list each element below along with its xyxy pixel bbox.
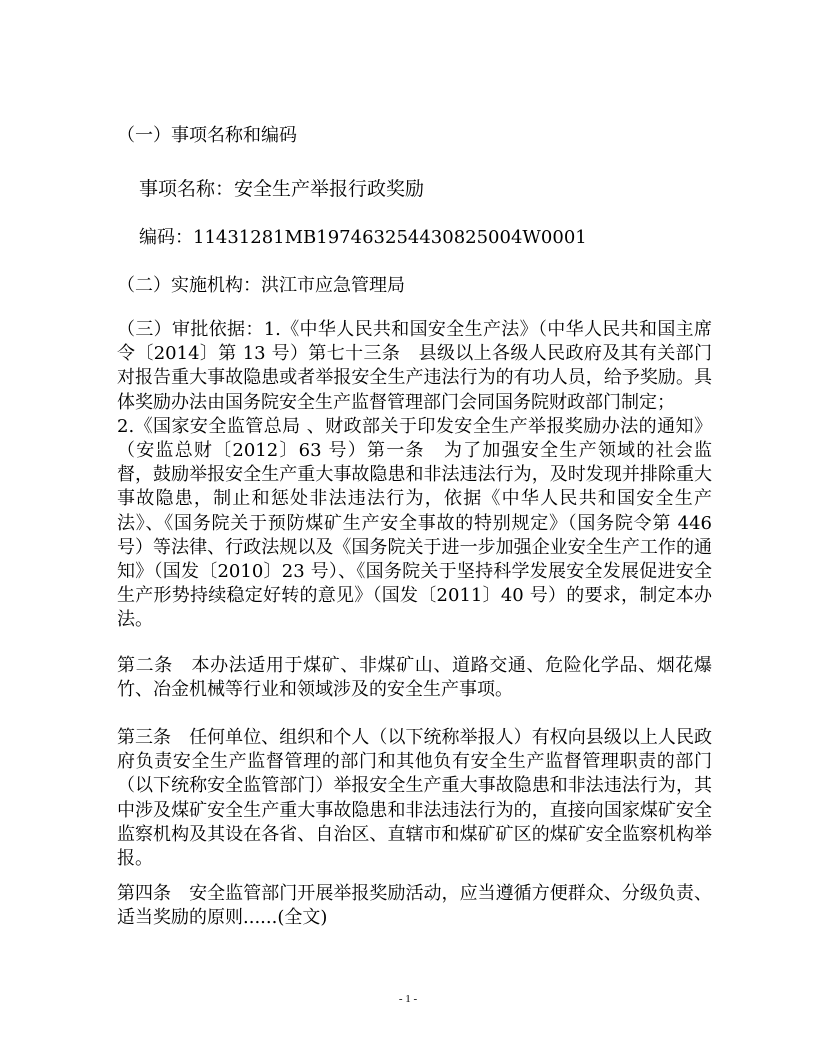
article-3-paragraph: 第三条 任何单位、组织和个人（以下统称举报人）有权向县级以上人民政府负责安全生产监督管理的部门和其他负有安全生产监督管理职责的部门（以下统称安全监管部门）举报安全生产重大事故隐患和非法违法行为，其中涉及煤矿安全生产重大事故隐患和非法违法行为的，直接向国家煤矿安全监察机构及其设在各省、自治区、直辖市和煤矿矿区的煤矿安全监察机构举报。	[117, 727, 712, 870]
basis-2-text: 2.《国家安全监管总局 、财政部关于印发安全生产举报奖励办法的通知》（安监总财〔2012〕63 号）第一条 为了加强安全生产领域的社会监督，鼓励举报安全生产重大事故隐患和非法违法行为，及时发现并排除重大事故隐患，制止和惩处非法违法行为，依据《中华人民共和国安全生产法》、《国务院关于预防煤矿生产安全事故的特别规定》（国务院令第 446 号）等法律、行政法规以及《国务院关于进一步加强企业安全生产工作的通知》（国发〔2010〕23 号）、《国务院关于坚持科学发展安全发展促进安全生产形势持续稳定好转的意见》（国发〔2011〕40 号）的要求，制定本办法。	[117, 415, 712, 631]
approval-basis-text: （三）审批依据：1.《中华人民共和国安全生产法》（中华人民共和国主席令〔2014〕第 13 号）第七十三条 县级以上各级人民政府及其有关部门对报告重大事故隐患或者举报安全生产违法行为的有功人员，给予奖励。具体奖励办法由国务院安全生产监督管理部门会同国务院财政部门制定；	[117, 319, 712, 413]
article-2-paragraph: 第二条 本办法适用于煤矿、非煤矿山、道路交通、危险化学品、烟花爆竹、冶金机械等行业和领域涉及的安全生产事项。	[117, 655, 712, 701]
section-heading-item-name-code: （一）事项名称和编码	[117, 125, 297, 146]
code-line: 编码：11431281MB197463254430825004W0001	[139, 227, 587, 248]
item-name-line: 事项名称：安全生产举报行政奖励	[139, 178, 425, 200]
page-number: - 1 -	[398, 993, 418, 1005]
article-4-paragraph: 第四条 安全监管部门开展举报奖励活动，应当遵循方便群众、分级负责、适当奖励的原则......(全文)	[117, 883, 712, 929]
implementing-agency-line: （二）实施机构：洪江市应急管理局	[117, 275, 405, 296]
approval-basis-paragraph	[117, 318, 712, 633]
